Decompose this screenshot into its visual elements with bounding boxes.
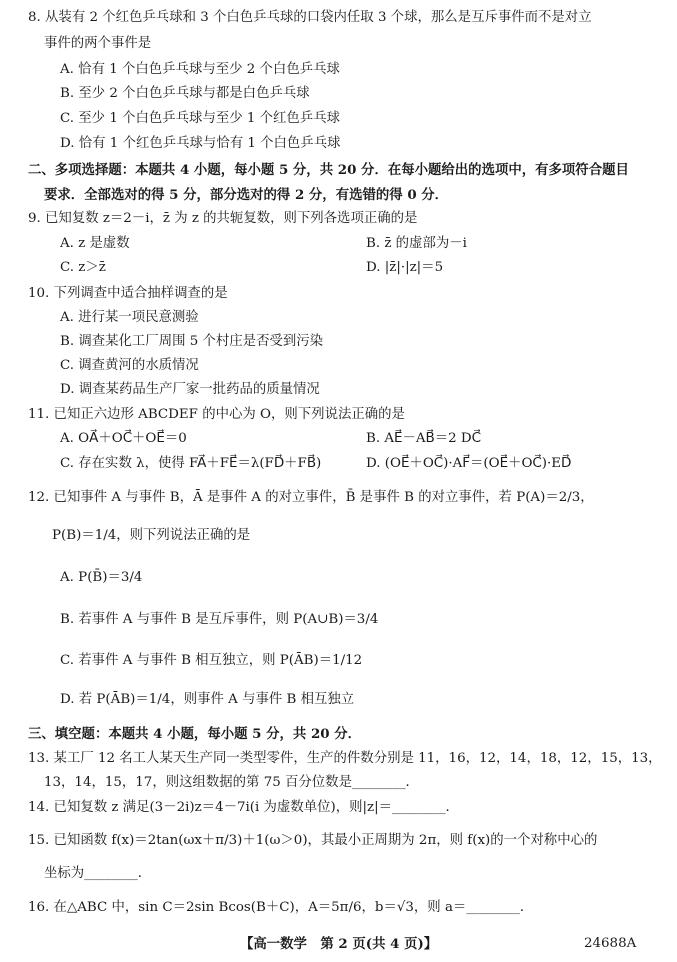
q12-option-c: C. 若事件 A 与事件 B 相互独立，则 P(ĀB)＝1/12 — [60, 653, 363, 668]
q15-line2: 坐标为________． — [44, 866, 152, 881]
q12-option-d: D. 若 P(ĀB)＝1/4，则事件 A 与事件 B 相互独立 — [60, 692, 355, 707]
q12-option-a: A. P(B̄)＝3/4 — [60, 570, 143, 585]
q8-option-d: D. 恰有 1 个红色乒乓球与恰有 1 个白色乒乓球 — [60, 136, 341, 151]
q9-option-d: D. |z̄|·|z|＝5 — [366, 260, 444, 275]
q12-stem-line1: 12. 已知事件 A 与事件 B，Ā 是事件 A 的对立事件，B̄ 是事件 B 的对立事件，若 P(A)＝2/3， — [28, 490, 594, 505]
q8-option-a: A. 恰有 1 个白色乒乓球与至少 2 个白色乒乓球 — [60, 62, 340, 77]
section2-heading-line2: 要求．全部选对的得 5 分，部分选对的得 2 分，有选错的得 0 分． — [44, 187, 449, 203]
q11-stem: 11. 已知正六边形 ABCDEF 的中心为 O，则下列说法正确的是 — [28, 407, 405, 422]
q14-line1: 14. 已知复数 z 满足(3－2i)z＝4－7i(i 为虚数单位)，则|z|＝________． — [28, 800, 459, 815]
q10-option-a: A. 进行某一项民意测验 — [60, 310, 199, 325]
q10-option-d: D. 调查某药品生产厂家一批药品的质量情况 — [60, 382, 320, 397]
q15-line1: 15. 已知函数 f(x)＝2tan(ωx＋π/3)＋1(ω＞0)，其最小正周期为 2π，则 f(x)的一个对称中心的 — [28, 833, 598, 848]
q9-stem: 9. 已知复数 z＝2－i，z̄ 为 z 的共轭复数，则下列各选项正确的是 — [28, 211, 418, 226]
q13-line1: 13. 某工厂 12 名工人某天生产同一类型零件，生产的件数分别是 11，16，12，14，18，12，15，13， — [28, 751, 662, 766]
q10-option-b: B. 调查某化工厂周围 5 个村庄是否受到污染 — [60, 334, 324, 349]
q10-stem: 10. 下列调查中适合抽样调查的是 — [28, 286, 228, 301]
q8-stem-line1: 8. 从装有 2 个红色乒乓球和 3 个白色乒乓球的口袋内任取 3 个球，那么是互斥事件而不是对立 — [28, 10, 592, 25]
section2-heading-line1: 二、多项选择题：本题共 4 小题，每小题 5 分，共 20 分．在每小题给出的选项中，有多项符合题目 — [28, 162, 629, 178]
q9-option-b: B. z̄ 的虚部为－i — [366, 236, 467, 251]
q10-option-c: C. 调查黄河的水质情况 — [60, 358, 199, 373]
q8-stem-line2: 事件的两个事件是 — [44, 36, 152, 51]
q8-option-b: B. 至少 2 个白色乒乓球与都是白色乒乓球 — [60, 86, 310, 101]
q12-stem-line2: P(B)＝1/4，则下列说法正确的是 — [52, 528, 251, 543]
footer-page-title: 【高一数学 第 2 页(共 4 页)】 — [240, 936, 438, 952]
q11-option-d: D. (OE⃗＋OC⃗)·AF⃗＝(OE⃗＋OC⃗)·ED⃗ — [366, 456, 572, 471]
section3-heading: 三、填空题：本题共 4 小题，每小题 5 分，共 20 分． — [28, 726, 362, 742]
q9-option-a: A. z 是虚数 — [60, 236, 130, 251]
q13-line2: 13，14，15，17，则这组数据的第 75 百分位数是________． — [44, 775, 419, 790]
q8-option-c: C. 至少 1 个白色乒乓球与至少 1 个红色乒乓球 — [60, 111, 340, 126]
q16-line1: 16. 在△ABC 中，sin C＝2sin Bcos(B＋C)，A＝5π/6，b＝√3，则 a＝________． — [28, 900, 534, 915]
footer-exam-code: 24688A — [584, 936, 637, 951]
q12-option-b: B. 若事件 A 与事件 B 是互斥事件，则 P(A∪B)＝3/4 — [60, 612, 379, 627]
q11-option-a: A. OA⃗＋OC⃗＋OE⃗＝0 — [60, 431, 187, 446]
q11-option-b: B. AE⃗－AB⃗＝2 DC⃗ — [366, 431, 481, 446]
q11-option-c: C. 存在实数 λ，使得 FA⃗＋FE⃗＝λ(FD⃗＋FB⃗) — [60, 456, 322, 471]
q9-option-c: C. z＞z̄ — [60, 260, 106, 275]
